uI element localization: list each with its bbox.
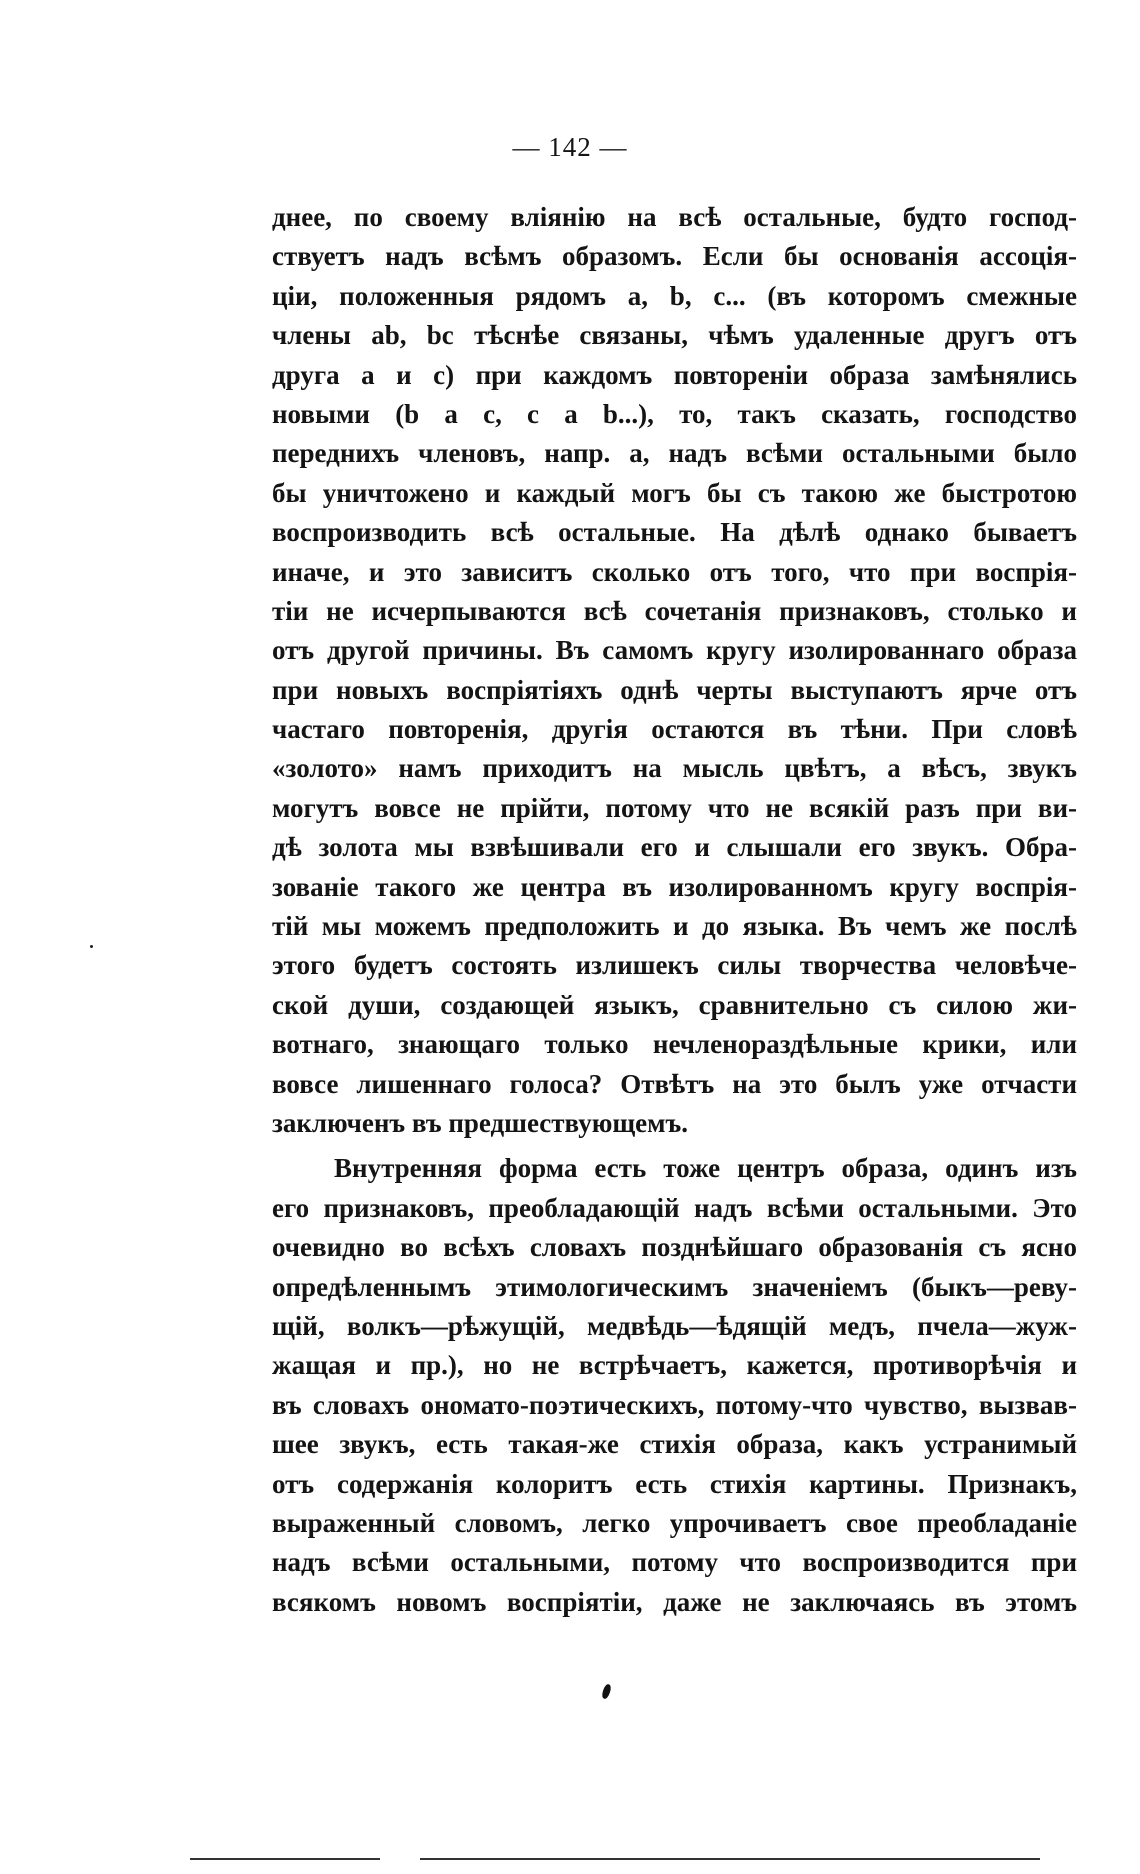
text-line: при новыхъ воспріятіяхъ однѣ черты выступаютъ ярче отъ [272,674,1077,705]
text-line: бы уничтожено и каждый могъ бы съ такою же быстротою [272,477,1077,508]
bottom-rule-left [190,1858,380,1860]
text-line: вовсе лишеннаго голоса? Отвѣтъ на это былъ уже отчасти [272,1068,1077,1099]
text-line: опредѣленнымъ этимологическимъ значеніемъ (быкъ—реву- [272,1271,1077,1302]
text-line: заключенъ въ предшествующемъ. [272,1107,688,1138]
text-line: могутъ вовсе не прійти, потому что не всякій разъ при ви- [272,792,1077,823]
text-line: новыми (b a c, c a b...), то, такъ сказать, господство [272,398,1077,429]
text-line: очевидно во всѣхъ словахъ позднѣйшаго образованія съ ясно [272,1232,1077,1263]
text-line: иначе, и это зависитъ сколько отъ того, что при воспрія- [272,556,1077,587]
text-line: дѣ золота мы взвѣшивали его и слышали его звукъ. Обра- [272,832,1077,863]
text-line: воспроизводить всѣ остальные. На дѣлѣ однако бываетъ [272,517,1077,548]
text-line: друга a и c) при каждомъ повтореніи образа замѣнялись [272,359,1077,390]
text-line: переднихъ членовъ, напр. a, надъ всѣми остальными было [272,438,1077,469]
text-line: зованіе такого же центра въ изолированномъ кругу воспрія- [272,871,1077,902]
text-line: щій, волкъ—рѣжущій, медвѣдь—ѣдящій медъ, пчела—жуж- [272,1310,1077,1341]
text-line: надъ всѣми остальными, потому что воспроизводится при [272,1547,1077,1578]
text-line: его признаковъ, преобладающій надъ всѣми остальными. Это [272,1192,1077,1223]
text-line: шее звукъ, есть такая-же стихія образа, какъ устранимый [272,1429,1077,1460]
text-line: «золото» намъ приходитъ на мысль цвѣтъ, а вѣсъ, звукъ [272,753,1077,784]
text-line: отъ содержанія колоритъ есть стихія картины. Признакъ, [272,1468,1077,1499]
text-line: жащая и пр.), но не встрѣчаетъ, кажется, противорѣчія и [272,1350,1077,1381]
text-line: тіи не исчерпываются всѣ сочетанія признаковъ, столько и [272,595,1077,626]
scan-speck [90,945,93,948]
text-line: тій мы можемъ предположить и до языка. Въ чемъ же послѣ [272,911,1077,942]
text-line: всякомъ новомъ воспріятіи, даже не заключаясь въ этомъ [272,1586,1077,1617]
paragraph-2 [272,1149,1077,1622]
text-line: члены ab, bc тѣснѣе связаны, чѣмъ удаленные другъ отъ [272,320,1077,351]
text-line: этого будетъ состоять излишекъ силы творчества человѣче- [272,950,1077,981]
bottom-rule-right [420,1858,1040,1860]
text-line: Внутренняя форма есть тоже центръ образа, одинъ изъ [334,1153,1077,1184]
text-line: днее, по своему вліянію на всѣ остальные, будто господ- [272,202,1077,232]
page-text [272,198,1077,1622]
text-line: ціи, положенныя рядомъ a, b, c... (въ которомъ смежные [272,280,1077,311]
text-line: выраженный словомъ, легко упрочиваетъ свое преобладаніе [272,1507,1077,1538]
text-line: вотнаго, знающаго только нечленораздѣльные крики, или [272,1029,1077,1060]
text-line: отъ другой причины. Въ самомъ кругу изолированнаго образа [272,635,1077,666]
ink-mark [601,1683,612,1699]
text-line: ствуетъ надъ всѣмъ образомъ. Если бы основанія ассоція- [272,241,1077,272]
paragraph-1 [272,198,1077,1143]
page-number: — 142 — [512,132,628,162]
text-line: ской души, создающей языкъ, сравнительно съ силою жи- [272,989,1077,1020]
text-line: въ словахъ ономато-поэтическихъ, потому-что чувство, вызвав- [272,1389,1077,1420]
text-line: частаго повторенія, другія остаются въ тѣни. При словѣ [272,714,1077,745]
